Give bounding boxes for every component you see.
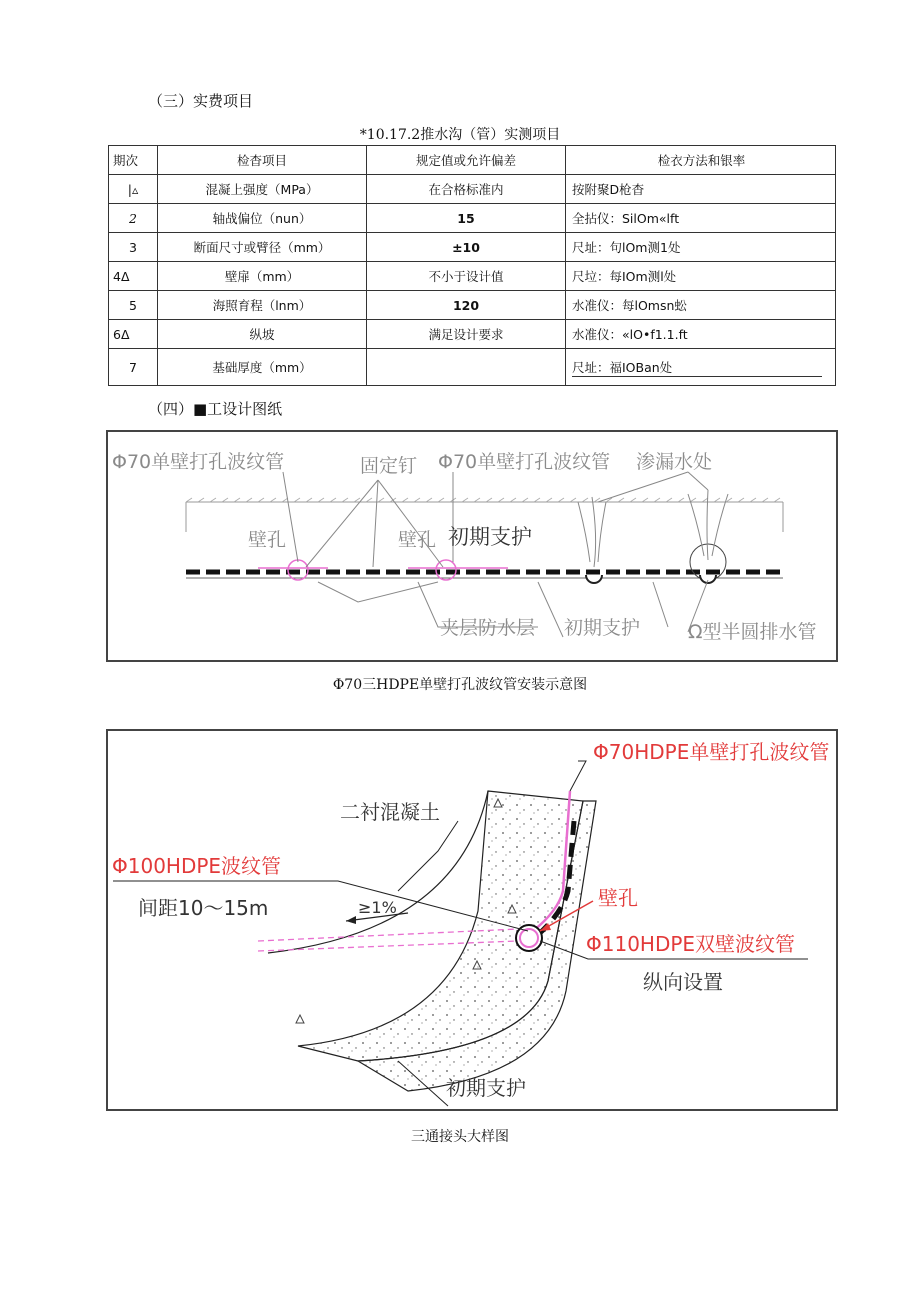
label-spacing: 间距10～15m	[138, 896, 269, 920]
row-tolerance: 在合格标准内	[367, 175, 566, 204]
leader-support-2	[653, 582, 668, 627]
figure-2-caption: 三通接头大样图	[411, 1129, 509, 1145]
row-method: 按附聚D枪杳	[566, 175, 836, 204]
label-hole-left: 壁孔	[248, 529, 287, 551]
label-pipe-110: Φ110HDPE双壁波纹管	[586, 932, 796, 956]
table-row	[109, 349, 836, 386]
row-tolerance: ±10	[367, 233, 566, 262]
row-item: 壁扉（mm）	[158, 262, 367, 291]
label-interlayer: 夹层防水层	[440, 617, 536, 639]
header-item-no: 期次	[109, 146, 158, 175]
header-method: 检衣方法和银率	[566, 146, 836, 175]
label-slope: ≥1%	[358, 898, 397, 917]
table-row	[109, 291, 836, 320]
row-item: 断面尺寸或臂径（mm）	[158, 233, 367, 262]
label-omega-pipe: Ω型半圆排水管	[688, 621, 817, 643]
row-tolerance: 不小于设计值	[367, 262, 566, 291]
row-method: 尺址：句lOm测1处	[566, 233, 836, 262]
leak-streaks-1	[578, 497, 606, 567]
table-row	[109, 320, 836, 349]
table-title: *10.17.2推水沟（管）实测项目	[359, 127, 561, 143]
row-no: 5	[109, 291, 158, 320]
leader-nail-1	[306, 480, 378, 567]
row-tolerance: 满足设计要求	[367, 320, 566, 349]
row-no: 4Δ	[109, 262, 158, 291]
row-item: 基础厚度（mm）	[158, 349, 367, 386]
table-row	[109, 204, 836, 233]
figure-1-caption: Φ70三HDPE单壁打孔波纹管安装示意图	[332, 677, 588, 693]
label-pipe-top: Φ70HDPE单壁打孔波纹管	[593, 740, 830, 764]
row-method: 水准仪：«lO•f1.1.ft	[566, 320, 836, 349]
row-item: 轴战偏位（nun）	[158, 204, 367, 233]
omega-large-circle	[690, 544, 726, 580]
row-tolerance	[367, 349, 566, 386]
label-pipe-100: Φ100HDPE波纹管	[112, 854, 282, 878]
row-no: 2	[109, 204, 158, 233]
row-method: 水准仪：每lOmsn蚣	[566, 291, 836, 320]
label-pipe-right: Φ70单壁打孔波纹管	[438, 451, 611, 473]
figure-2-frame	[106, 729, 838, 1111]
table-row	[109, 262, 836, 291]
table-row	[109, 233, 836, 262]
leader-lining	[398, 821, 458, 891]
leader-leak-2	[688, 472, 708, 490]
table-row	[109, 175, 836, 204]
leader-nail-2	[373, 480, 378, 567]
label-primary-support-top: 初期支护	[448, 525, 532, 549]
figure-1-frame	[106, 430, 838, 662]
label-hole-right: 壁孔	[398, 529, 437, 551]
leader-leak-1	[598, 472, 688, 502]
row-method: 全拈仪：SilOm«lft	[566, 204, 836, 233]
row-item: 海照育程（lnm）	[158, 291, 367, 320]
leader-pipe-top	[570, 761, 586, 791]
label-pipe-left: Φ70单壁打孔波纹管	[112, 451, 285, 473]
omega-small	[586, 575, 602, 583]
table-header-row	[109, 146, 836, 175]
label-lining: 二衬混凝土	[340, 800, 440, 824]
leader-support	[538, 582, 563, 637]
label-nail: 固定钉	[360, 455, 418, 477]
header-tolerance: 规定值或允许偏差	[367, 146, 566, 175]
row-tolerance: 15	[367, 204, 566, 233]
omega-large	[700, 575, 716, 583]
row-method: 尺垃：每IOm测l处	[566, 262, 836, 291]
header-check-item: 检杳项目	[158, 146, 367, 175]
leak-streaks-2	[688, 490, 728, 560]
slope-arrow-head	[346, 916, 356, 924]
row-method-text: 尺址：福IOBan处	[572, 358, 822, 377]
section-3-heading: （三）实费项目	[148, 92, 254, 110]
inspection-table	[108, 145, 836, 386]
section-4-heading: （四）■工设计图纸	[148, 400, 283, 418]
row-no: 6Δ	[109, 320, 158, 349]
label-hole: 壁孔	[598, 886, 638, 910]
label-longitudinal: 纵向设置	[643, 970, 723, 994]
label-primary-support-bottom: 初期支护	[564, 617, 641, 639]
leader-nail-3	[378, 480, 443, 567]
row-no: 3	[109, 233, 158, 262]
interlayer-zigzag	[318, 582, 438, 602]
figure-1-drawing	[108, 432, 836, 660]
figure-2-drawing	[108, 731, 836, 1109]
label-primary-support: 初期支护	[446, 1076, 526, 1100]
row-tolerance: 120	[367, 291, 566, 320]
row-item: 纵坡	[158, 320, 367, 349]
label-leak: 渗漏水处	[636, 451, 713, 473]
row-method	[566, 349, 836, 386]
row-no: |▵	[109, 175, 158, 204]
row-item: 混凝上强度（MPa）	[158, 175, 367, 204]
row-no: 7	[109, 349, 158, 386]
